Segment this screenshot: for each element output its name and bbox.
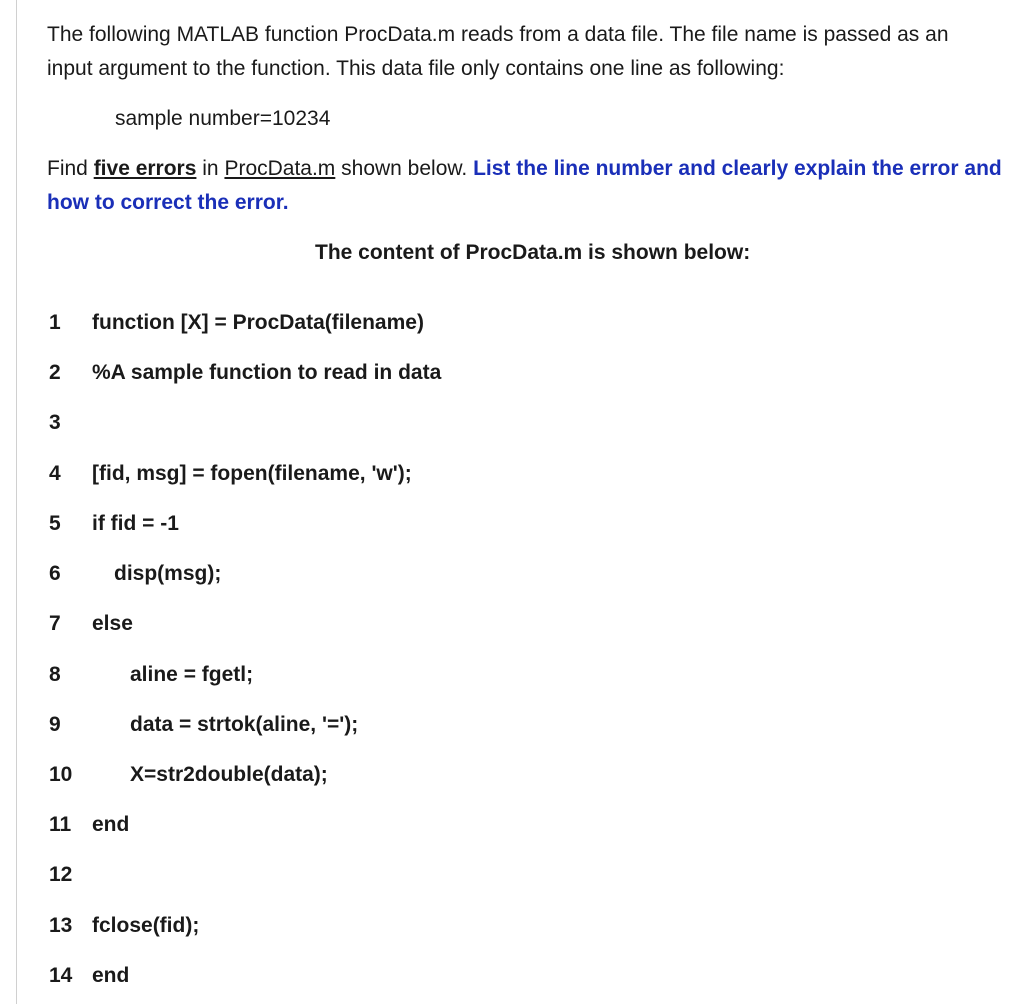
code-text: data = strtok(aline, '='); [130, 713, 359, 736]
line-number: 11 [49, 813, 72, 836]
filename-link: ProcData.m [224, 157, 336, 180]
line-number: 10 [49, 763, 73, 786]
sample-data-line: sample number=10234 [115, 107, 331, 130]
instructions-line-1 [47, 152, 1002, 186]
instructions-line-2 [47, 186, 289, 220]
line-number: 4 [49, 462, 61, 485]
line-number: 7 [49, 612, 61, 635]
code-text: end [92, 813, 130, 836]
line-number: 14 [49, 964, 73, 987]
line-number: 3 [49, 411, 61, 434]
code-text: else [92, 612, 133, 635]
instruction-emphasis-1: List the line number and clearly explain the error and [473, 157, 1002, 180]
in-word: in [196, 157, 225, 180]
code-text: function [X] = ProcData(filename) [92, 311, 424, 334]
line-number: 12 [49, 863, 73, 886]
code-text: X=str2double(data); [130, 763, 328, 786]
five-errors-emphasis: five errors [93, 157, 197, 180]
line-number: 13 [49, 914, 73, 937]
find-prefix: Find [47, 157, 94, 180]
code-text: %A sample function to read in data [92, 361, 442, 384]
intro-line-1: The following MATLAB function ProcData.m reads from a data file. The file name is passed as an [47, 23, 949, 46]
line-number: 5 [49, 512, 61, 535]
line-number: 9 [49, 713, 61, 736]
intro-line-2: input argument to the function. This data file only contains one line as following: [47, 57, 785, 80]
code-text: fclose(fid); [92, 914, 200, 937]
code-text: if fid = -1 [92, 512, 179, 535]
code-text: aline = fgetl; [130, 663, 254, 686]
code-text: disp(msg); [114, 562, 222, 585]
line-number: 6 [49, 562, 61, 585]
instruction-emphasis-2: how to correct the error. [47, 191, 289, 214]
line-number: 1 [49, 311, 61, 334]
code-caption: The content of ProcData.m is shown below: [315, 241, 751, 264]
code-text: [fid, msg] = fopen(filename, 'w'); [92, 462, 412, 485]
left-border-rule [16, 0, 17, 1004]
line-number: 2 [49, 361, 61, 384]
shown-below-text: shown below. [335, 157, 474, 180]
code-text: end [92, 964, 130, 987]
line-number: 8 [49, 663, 61, 686]
